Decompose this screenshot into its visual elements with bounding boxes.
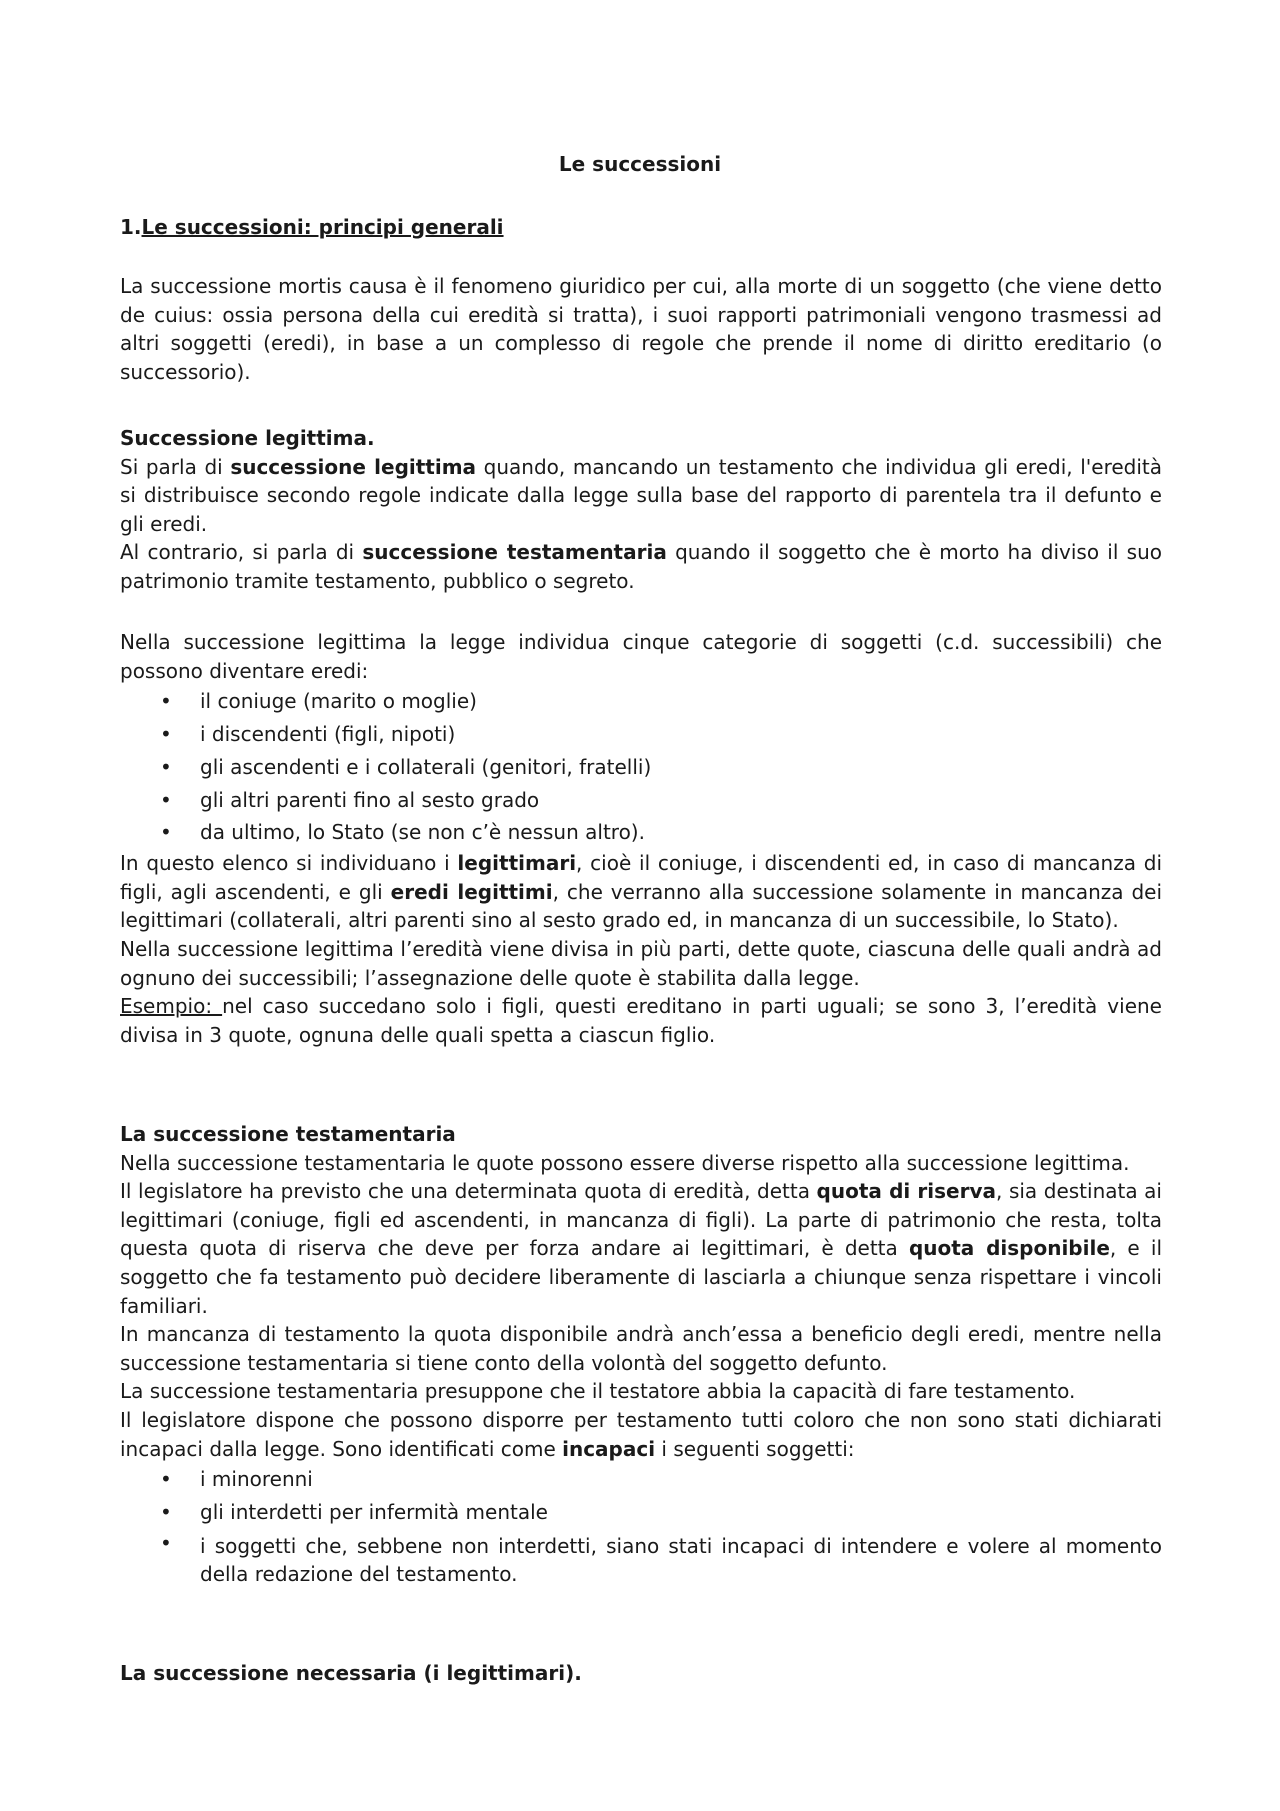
list-item: • il coniuge (marito o moglie) — [160, 689, 477, 714]
testamentaria-heading: La successione testamentaria — [120, 1122, 456, 1146]
list-item: • gli ascendenti e i collaterali (genitori, fratelli) — [160, 754, 652, 779]
list-item: • da ultimo, lo Stato (se non c’è nessun altro). — [160, 820, 645, 845]
testamentaria-paragraph-4: La successione testamentaria presuppone che il testatore abbia la capacità di fare testamento. — [120, 1379, 1076, 1404]
list-item: • i minorenni — [160, 1467, 313, 1492]
section-title: Le successioni: principi generali — [141, 215, 504, 239]
successibili-section — [120, 628, 1162, 1049]
successibili-intro: Nella successione legittima la legge individua cinque categorie di soggetti (c.d. successibili) che possono diventare eredi: — [120, 630, 1162, 683]
example-label: Esempio: — [120, 994, 223, 1019]
testamentaria-paragraph-5: Il legislatore dispone che possono disporre per testamento tutti coloro che non sono stati dichiarati incapaci dalla legge. Sono identificati come incapaci i seguenti soggetti: — [120, 1407, 1162, 1461]
document-title: Le successioni — [558, 152, 722, 176]
list-item: • i discendenti (figli, nipoti) — [160, 721, 456, 746]
incapaci-list — [120, 1463, 1162, 1589]
legittima-paragraph-1: Si parla di successione legittima quando, mancando un testamento che individua gli eredi, l'eredità si distribuisce secondo regole indicate dalla legge sulla base del rapporto di parentela tra il defunto e gli eredi. — [120, 454, 1163, 536]
intro-paragraph: La successione mortis causa è il fenomeno giuridico per cui, alla morte di un soggetto (che viene detto de cuius: ossia persona della cui eredità si tratta), i suoi rapporti patrimoniali vengono trasmessi ad altri soggetti (eredi), in base a un complesso di regole che prende il nome di diritto ereditario (o successorio). — [120, 274, 1162, 384]
legittima-heading: Successione legittima. — [120, 426, 375, 450]
successibili-list — [120, 685, 1162, 849]
testamentaria-section — [120, 1120, 1162, 1589]
section-1-heading — [120, 213, 1162, 242]
section-number: 1. — [120, 215, 142, 239]
list-item: • gli interdetti per infermità mentale — [160, 1499, 548, 1524]
list-item: • gli altri parenti fino al sesto grado — [160, 787, 540, 812]
testamentaria-paragraph-1: Nella successione testamentaria le quote possono essere diverse rispetto alla successione legittima. — [120, 1150, 1130, 1175]
riserva-paragraph: Il legislatore ha previsto che una determinata quota di eredità, detta quota di riserva, sia destinata ai legittimari (coniuge, figli ed ascendenti, in mancanza di figli). La parte di patrimonio che resta, tolta questa quota di riserva che deve per forza andare ai legittimari, è detta quota disponibile, e il soggetto che fa testamento può decidere liberamente di lasciarla a chiunque senza rispettare i vincoli familiari. — [120, 1179, 1163, 1318]
necessaria-heading: La successione necessaria (i legittimari). — [120, 1661, 582, 1685]
legittimari-paragraph: In questo elenco si individuano i legittimari, cioè il coniuge, i discendenti ed, in caso di mancanza di figli, agli ascendenti, e gli eredi legittimi, che verranno alla successione solamente in mancanza dei legittimari (collaterali, altri parenti sino al sesto grado ed, in mancanza di un successibile, lo Stato). — [120, 851, 1163, 933]
example-paragraph: Esempio: nel caso succedano solo i figli, questi ereditano in parti uguali; se sono 3, l’eredità viene divisa in 3 quote, ognuna delle quali spetta a ciascun figlio. — [120, 994, 1162, 1047]
list-item: • i soggetti che, sebbene non interdetti, siano stati incapaci di intendere e volere al momento della redazione del testamento. — [160, 1530, 1162, 1587]
testamentaria-paragraph-3: In mancanza di testamento la quota disponibile andrà anch’essa a beneficio degli eredi, mentre nella successione testamentaria si tiene conto della volontà del soggetto defunto. — [120, 1322, 1162, 1375]
quote-paragraph: Nella successione legittima l’eredità viene divisa in più parti, dette quote, ciascuna delle quali andrà ad ognuno dei successibili; l’assegnazione delle quote è stabilita dalla legge. — [120, 936, 1162, 990]
legittima-section — [120, 424, 1162, 596]
legittima-paragraph-2: Al contrario, si parla di successione testamentaria quando il soggetto che è morto ha diviso il suo patrimonio tramite testamento, pubblico o segreto. — [120, 540, 1163, 593]
